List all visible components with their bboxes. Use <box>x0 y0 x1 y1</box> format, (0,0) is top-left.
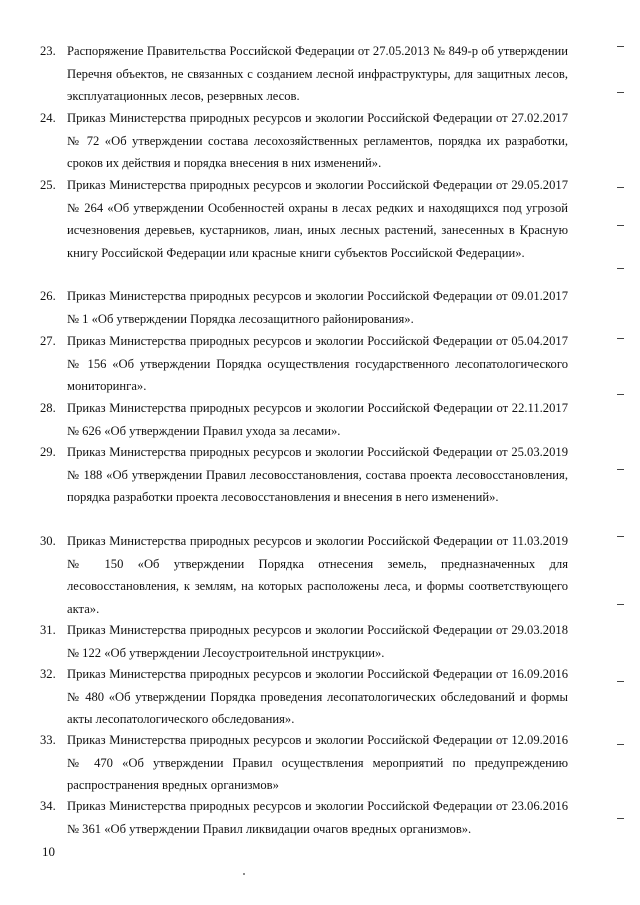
list-item-number: 32. <box>40 667 56 681</box>
scan-mark <box>617 469 624 470</box>
list-item-number: 29. <box>40 445 56 459</box>
list-item <box>40 40 568 108</box>
list-item <box>40 330 568 398</box>
list-item <box>40 619 568 664</box>
scan-mark <box>617 394 624 395</box>
scan-mark <box>617 818 624 819</box>
list-item <box>40 795 568 840</box>
list-item-text: Приказ Министерства природных ресурсов и экологии Российской Федерации от 27.02.2017 № 72 «Об утверждении состава лесохозяйственных регламентов, порядка их разработки, сроков их действия и порядка внесения в них изменений». <box>67 111 568 170</box>
list-item <box>40 285 568 330</box>
scan-mark <box>617 604 624 605</box>
scan-mark <box>617 187 624 188</box>
list-item-text: Приказ Министерства природных ресурсов и экологии Российской Федерации от 25.03.2019 № 188 «Об утверждении Правил лесовосстановления, состава проекта лесовосстановления, порядка разработки проекта лесовосстановления и внесения в него изменений». <box>67 445 568 504</box>
list-item-number: 34. <box>40 799 56 813</box>
list-item-text: Приказ Министерства природных ресурсов и экологии Российской Федерации от 16.09.2016 № 480 «Об утверждении Порядка проведения лесопатологических обследований и формы акты лесопатологического обследования». <box>67 667 568 726</box>
list-item-number: 30. <box>40 534 56 548</box>
scan-mark <box>617 338 624 339</box>
list-item-text: Приказ Министерства природных ресурсов и экологии Российской Федерации от 05.04.2017 № 156 «Об утверждении Порядка осуществления государственного лесопатологического мониторинга». <box>67 334 568 393</box>
list-item <box>40 530 568 620</box>
scan-mark <box>617 46 624 47</box>
list-item-text: Приказ Министерства природных ресурсов и экологии Российской Федерации от 29.03.2018 № 122 «Об утверждении Лесоустроительной инструкции». <box>67 623 568 660</box>
list-item-text: Приказ Министерства природных ресурсов и экологии Российской Федерации от 23.06.2016 № 361 «Об утверждении Правил ликвидации очагов вредных организмов». <box>67 799 568 836</box>
list-item-number: 23. <box>40 44 56 58</box>
list-item-text: Приказ Министерства природных ресурсов и экологии Российской Федерации от 22.11.2017 № 626 «Об утверждении Правил ухода за лесами». <box>67 401 568 438</box>
list-item-text: Приказ Министерства природных ресурсов и экологии Российской Федерации от 29.05.2017 № 264 «Об утверждении Особенностей охраны в лесах редких и находящихся под угрозой исчезновения деревьев, кустарников, лиан, иных лесных растений, занесенных в Красную книгу Российской Федерации или красные книги субъектов Российской Федерации». <box>67 178 568 260</box>
list-item <box>40 729 568 797</box>
page-number: 10 <box>42 844 55 859</box>
scan-mark <box>617 268 624 269</box>
scan-mark <box>617 536 624 537</box>
list-item <box>40 663 568 731</box>
list-item <box>40 107 568 175</box>
scan-mark <box>617 681 624 682</box>
list-item-number: 25. <box>40 178 56 192</box>
list-item-number: 26. <box>40 289 56 303</box>
scan-mark <box>617 225 624 226</box>
list-item <box>40 174 568 264</box>
scan-mark <box>617 92 624 93</box>
list-item-text: Приказ Министерства природных ресурсов и экологии Российской Федерации от 12.09.2016 № 470 «Об утверждении Правил осуществления мероприятий по предупреждению распространения вредных организмов» <box>67 733 568 792</box>
scan-mark <box>617 744 624 745</box>
scan-speck <box>243 873 245 875</box>
list-item-text: Распоряжение Правительства Российской Федерации от 27.05.2013 № 849-р об утверждении Перечня объектов, не связанных с созданием лесной инфраструктуры, для защитных лесов, эксплуатационных лесов, резервных лесов. <box>67 44 568 103</box>
list-item-number: 33. <box>40 733 56 747</box>
list-item-number: 31. <box>40 623 56 637</box>
list-item <box>40 397 568 442</box>
list-item-number: 24. <box>40 111 56 125</box>
list-item-text: Приказ Министерства природных ресурсов и экологии Российской Федерации от 11.03.2019 № 150 «Об утверждении Порядка отнесения земель, предназначенных для лесовосстановления, к землям, на которых расположены леса, и формы соответствующего акта». <box>67 534 568 616</box>
list-item-number: 27. <box>40 334 56 348</box>
list-item-number: 28. <box>40 401 56 415</box>
list-item <box>40 441 568 509</box>
list-item-text: Приказ Министерства природных ресурсов и экологии Российской Федерации от 09.01.2017 № 1 «Об утверждении Порядка лесозащитного районирования». <box>67 289 568 326</box>
